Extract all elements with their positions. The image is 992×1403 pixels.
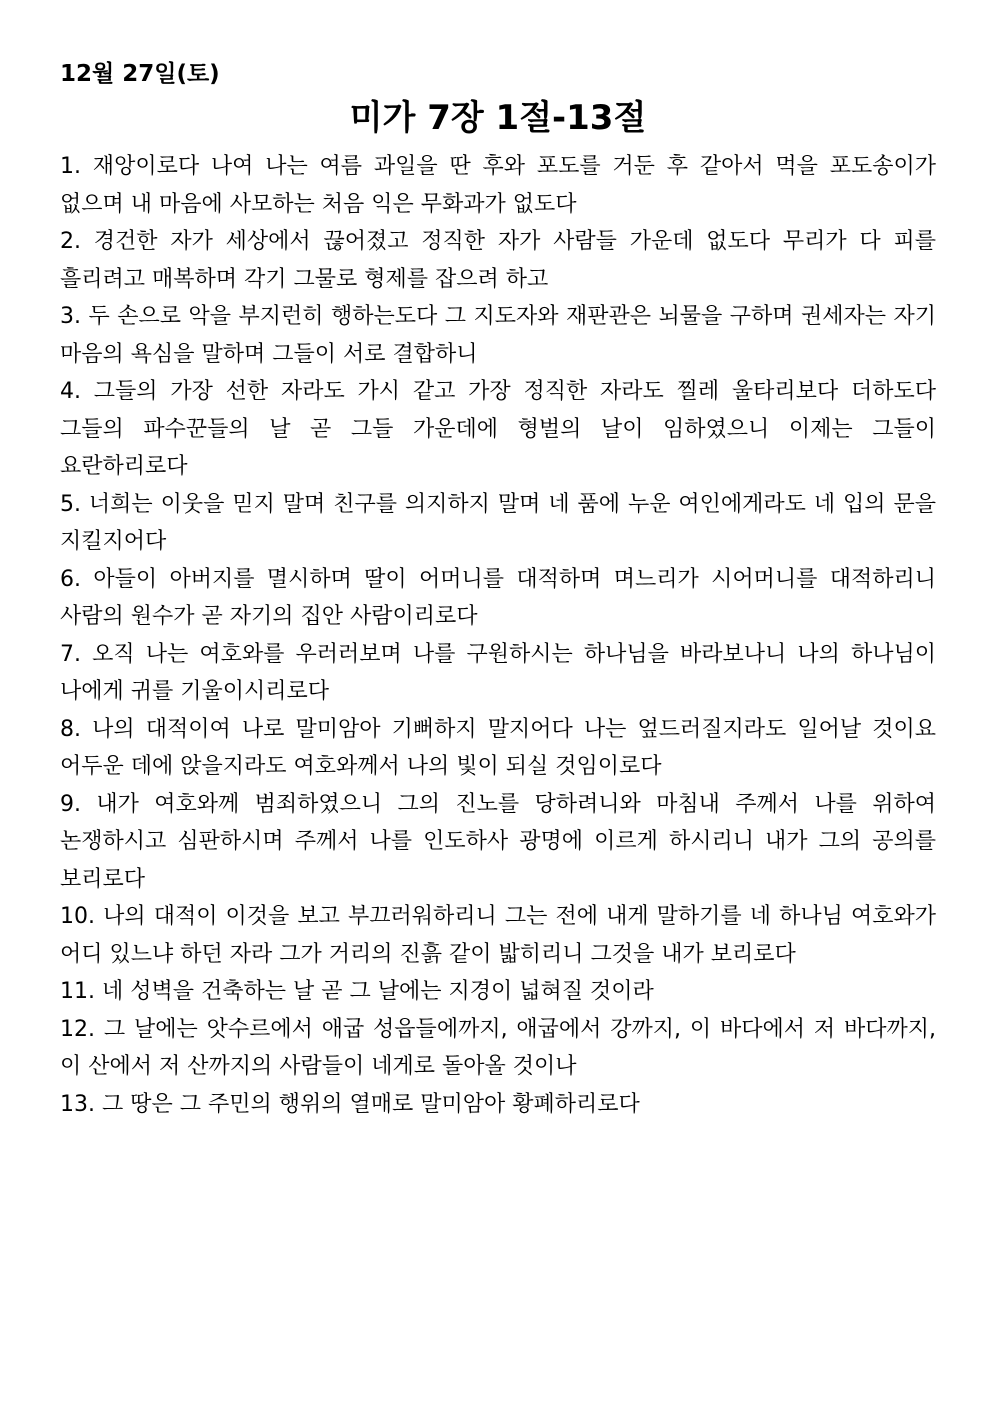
verse-13: 13. 그 땅은 그 주민의 행위의 열매로 말미암아 황폐하리로다 <box>60 1091 640 1117</box>
date-label: 12월 27일(토) <box>60 61 220 87</box>
page-title: 미가 7장 1절-13절 <box>349 98 647 138</box>
verse-10: 10. 나의 대적이 이것을 보고 부끄러워하리니 그는 전에 내게 말하기를 네 하나님 여호와가 어디 있느냐 하던 자라 그가 거리의 진흙 같이 밟히리니 그것을 내가 보리로다 <box>60 904 936 967</box>
verse-3: 3. 두 손으로 악을 부지런히 행하는도다 그 지도자와 재판관은 뇌물을 구하며 권세자는 자기 마음의 욕심을 말하며 그들이 서로 결합하니 <box>60 304 936 367</box>
document-page <box>60 58 936 1123</box>
verse-11: 11. 네 성벽을 건축하는 날 곧 그 날에는 지경이 넓혀질 것이라 <box>60 979 654 1004</box>
verse-2: 2. 경건한 자가 세상에서 끊어졌고 정직한 자가 사람들 가운데 없도다 무리가 다 피를 흘리려고 매복하며 각기 그물로 형제를 잡으려 하고 <box>60 229 936 292</box>
verse-list <box>60 148 936 1123</box>
verse-8: 8. 나의 대적이여 나로 말미암아 기뻐하지 말지어다 나는 엎드러질지라도 일어날 것이요 어두운 데에 앉을지라도 여호와께서 나의 빛이 되실 것임이로다 <box>60 716 936 779</box>
verse-9: 9. 내가 여호와께 범죄하였으니 그의 진노를 당하려니와 마침내 주께서 나를 위하여 논쟁하시고 심판하시며 주께서 나를 인도하사 광명에 이르게 하시리니 내가 그의 공의를 보리로다 <box>60 791 936 892</box>
verse-1: 1. 재앙이로다 나여 나는 여름 과일을 딴 후와 포도를 거둔 후 같아서 먹을 포도송이가 없으며 내 마음에 사모하는 처음 익은 무화과가 없도다 <box>60 154 936 217</box>
verse-5: 5. 너희는 이웃을 믿지 말며 친구를 의지하지 말며 네 품에 누운 여인에게라도 네 입의 문을 지킬지어다 <box>60 491 936 554</box>
verse-12: 12. 그 날에는 앗수르에서 애굽 성읍들에까지, 애굽에서 강까지, 이 바다에서 저 바다까지, 이 산에서 저 산까지의 사람들이 네게로 돌아올 것이나 <box>60 1016 936 1079</box>
verse-6: 6. 아들이 아버지를 멸시하며 딸이 어머니를 대적하며 며느리가 시어머니를 대적하리니 사람의 원수가 곧 자기의 집안 사람이리로다 <box>60 566 936 629</box>
verse-4: 4. 그들의 가장 선한 자라도 가시 같고 가장 정직한 자라도 찔레 울타리보다 더하도다 그들의 파수꾼들의 날 곧 그들 가운데에 형벌의 날이 임하였으니 이제는 그들이 요란하리로다 <box>60 379 936 479</box>
verse-7: 7. 오직 나는 여호와를 우러러보며 나를 구원하시는 하나님을 바라보나니 나의 하나님이 나에게 귀를 기울이시리로다 <box>60 641 936 704</box>
